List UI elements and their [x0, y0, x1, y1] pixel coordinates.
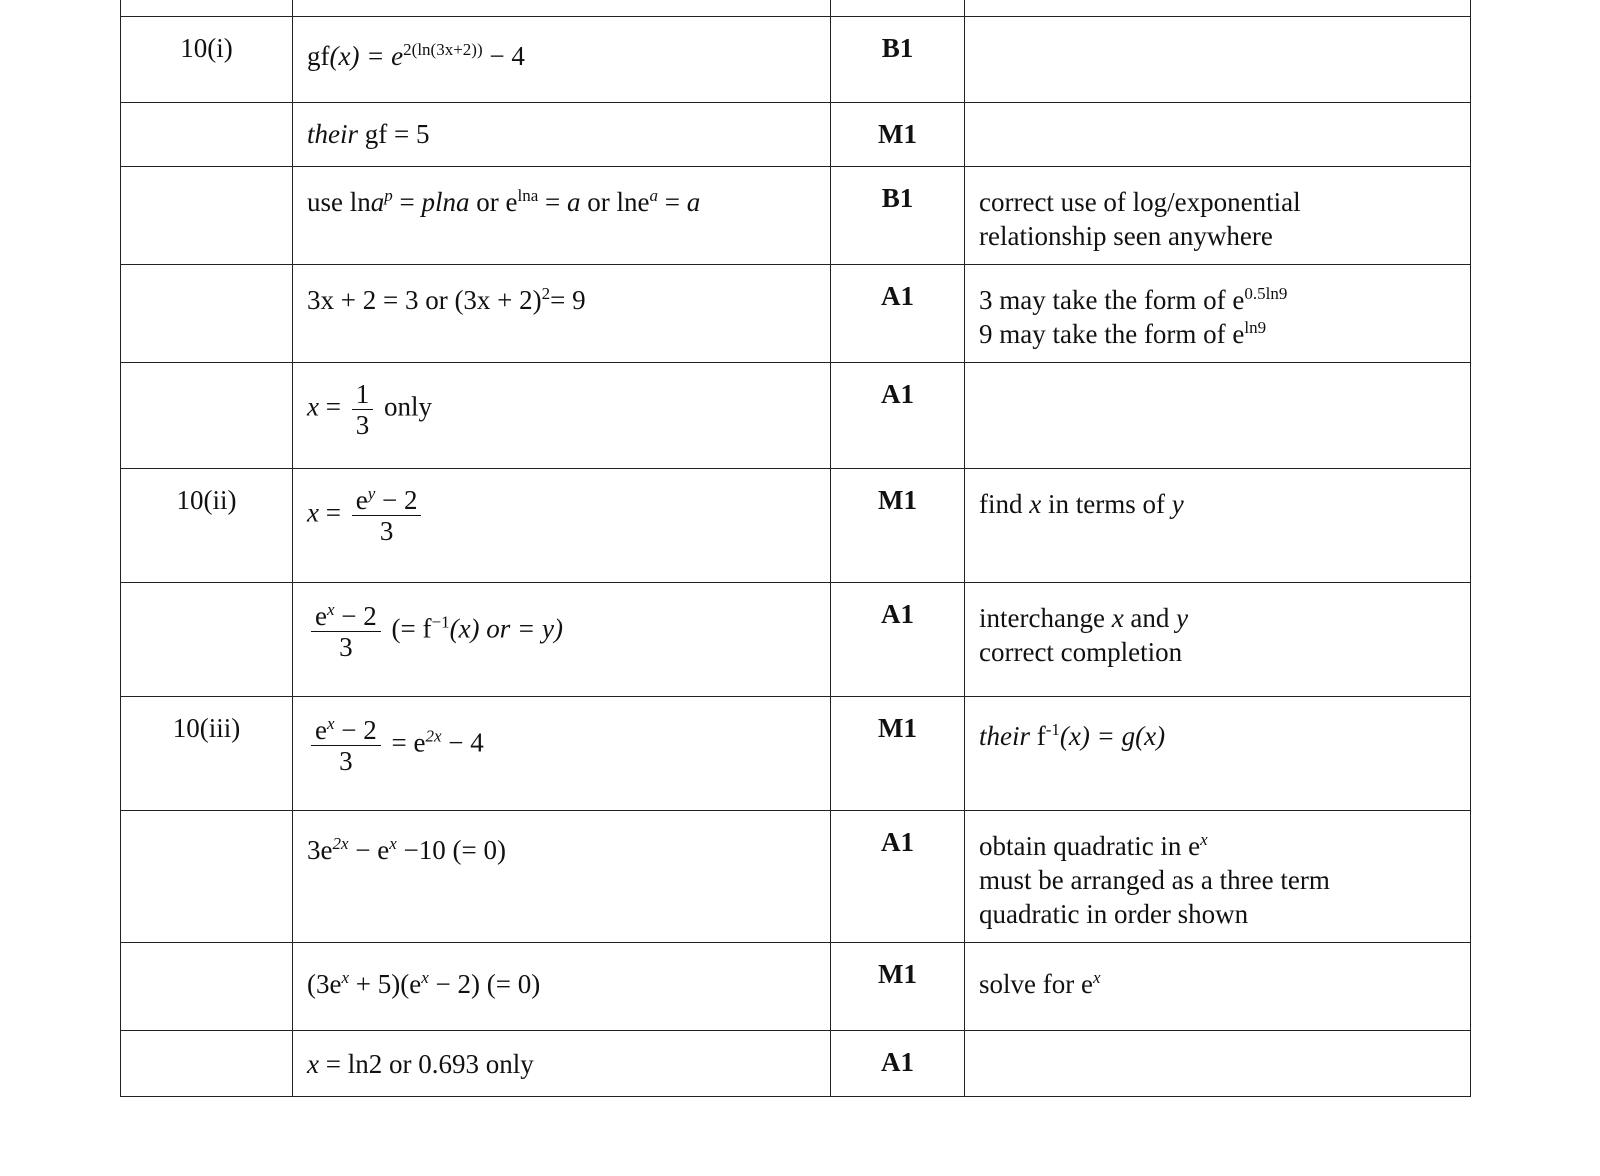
- answer-text: (= f: [391, 613, 432, 644]
- mark-cell: [831, 942, 965, 1030]
- fraction: [311, 601, 381, 662]
- answer-text: =: [538, 186, 567, 217]
- mark-label: A1: [881, 1046, 914, 1077]
- mark-label: A1: [881, 280, 914, 311]
- answer-text: =: [657, 186, 687, 217]
- mark-cell: [831, 16, 965, 102]
- answer-cell: [293, 810, 831, 942]
- answer-superscript: lna: [517, 185, 539, 205]
- table-row: [121, 810, 1471, 942]
- fraction-denominator: 3: [339, 631, 353, 662]
- mark-cell: [831, 468, 965, 582]
- mark-cell: [831, 1030, 965, 1096]
- guidance-text: quadratic in order shown: [979, 898, 1249, 929]
- answer-superscript: y: [367, 483, 376, 503]
- guidance-superscript: x: [1092, 967, 1101, 987]
- answer-text: e: [355, 484, 368, 515]
- answer-text: 3e: [307, 834, 333, 865]
- guidance-cell: [965, 16, 1471, 102]
- mark-label: A1: [881, 826, 914, 857]
- answer-text: lna: [434, 186, 470, 217]
- guidance-line: [979, 283, 1456, 317]
- answer-text: − e: [348, 834, 390, 865]
- answer-text: p: [421, 186, 435, 217]
- answer-cell: [293, 264, 831, 362]
- table-row: [121, 16, 1471, 102]
- guidance-cell: [965, 942, 1471, 1030]
- table-row: [121, 582, 1471, 696]
- question-number: [121, 696, 293, 810]
- mark-cell: [831, 102, 965, 166]
- guidance-text: in terms of: [1041, 488, 1172, 519]
- guidance-cell: [965, 102, 1471, 166]
- fraction-numerator: [311, 715, 381, 746]
- guidance-superscript: ln9: [1244, 317, 1267, 337]
- answer-cell: [293, 362, 831, 468]
- table-row-top: [121, 0, 1471, 16]
- answer-text: x: [307, 497, 319, 528]
- guidance-text: correct completion: [979, 636, 1183, 667]
- answer-text: or e: [469, 186, 518, 217]
- guidance-text: and: [1123, 602, 1177, 633]
- fraction: [352, 485, 422, 546]
- question-number: [121, 468, 293, 582]
- fraction: [311, 715, 381, 776]
- answer-text: or lne: [580, 186, 650, 217]
- answer-text: a: [567, 186, 581, 217]
- answer-text: use ln: [307, 186, 371, 217]
- fraction-denominator: 3: [339, 745, 353, 776]
- answer-text: their: [307, 118, 358, 149]
- answer-text: =: [318, 497, 348, 528]
- guidance-cell: [965, 166, 1471, 264]
- guidance-text: their: [979, 720, 1030, 751]
- answer-text: + 5)(e: [349, 968, 422, 999]
- guidance-text: obtain quadratic in e: [979, 830, 1201, 861]
- table-row: [121, 166, 1471, 264]
- mark-cell: [831, 810, 965, 942]
- answer-superscript: x: [421, 967, 429, 987]
- answer-text: x: [307, 1048, 319, 1079]
- guidance-cell: [965, 1030, 1471, 1096]
- guidance-cell: [965, 696, 1471, 810]
- answer-text: − 2: [334, 600, 377, 631]
- answer-text: e: [315, 600, 327, 631]
- fraction-numerator: [311, 601, 381, 632]
- answer-superscript: 2x: [332, 833, 349, 853]
- guidance-cell: [965, 362, 1471, 468]
- guidance-text: x: [1111, 602, 1124, 633]
- answer-text: a: [370, 186, 385, 217]
- answer-text: x: [307, 391, 319, 422]
- answer-text: − 2) (= 0): [428, 968, 541, 999]
- answer-superscript: 2(ln(3x+2)): [403, 39, 483, 59]
- question-number: [121, 16, 293, 102]
- table-row: [121, 942, 1471, 1030]
- guidance-text: y: [1171, 488, 1184, 519]
- answer-text: =: [318, 391, 348, 422]
- answer-text: 3x + 2 = 3 or (3x + 2): [307, 284, 542, 315]
- guidance-text: y: [1176, 602, 1189, 633]
- guidance-cell: [965, 810, 1471, 942]
- answer-text: = ln2 or 0.693 only: [318, 1048, 534, 1079]
- guidance-text: correct use of log/exponential: [979, 186, 1301, 217]
- mark-cell: [831, 696, 965, 810]
- answer-superscript: x: [389, 833, 397, 853]
- mark-cell: [831, 582, 965, 696]
- answer-text: a: [686, 186, 701, 217]
- fraction-denominator: 3: [355, 409, 370, 440]
- answer-text: − 2: [334, 714, 377, 745]
- answer-text: (x) = e: [329, 40, 404, 71]
- guidance-superscript: x: [1200, 829, 1208, 849]
- answer-cell: [293, 696, 831, 810]
- mark-label: M1: [878, 712, 917, 743]
- guidance-text: solve for e: [979, 968, 1093, 999]
- answer-text: gf: [307, 40, 330, 71]
- guidance-cell: [965, 264, 1471, 362]
- mark-cell: [831, 264, 965, 362]
- answer-text: (3e: [307, 968, 342, 999]
- guidance-line: [979, 601, 1456, 635]
- table-row: [121, 468, 1471, 582]
- answer-superscript: x: [326, 713, 335, 733]
- question-label: 10(i): [180, 32, 233, 63]
- fraction-denominator: 3: [379, 515, 394, 546]
- answer-cell: [293, 102, 831, 166]
- guidance-superscript: 0.5ln9: [1244, 283, 1288, 303]
- mark-label: M1: [878, 484, 917, 515]
- guidance-text: 3 may take the form of e: [979, 284, 1245, 315]
- answer-cell: [293, 942, 831, 1030]
- guidance-text: must be arranged as a three term: [979, 864, 1330, 895]
- mark-label: M1: [878, 958, 917, 989]
- table-row: [121, 362, 1471, 468]
- mark-label: M1: [878, 118, 917, 149]
- answer-superscript: 2x: [425, 726, 442, 746]
- answer-superscript: −1: [431, 612, 450, 632]
- guidance-cell: [965, 468, 1471, 582]
- answer-superscript: x: [341, 967, 350, 987]
- mark-label: A1: [881, 598, 914, 629]
- guidance-line: [979, 317, 1456, 351]
- answer-text: = 9: [550, 284, 586, 315]
- table-row: [121, 264, 1471, 362]
- table-row: [121, 696, 1471, 810]
- answer-cell: [293, 1030, 831, 1096]
- answer-cell: [293, 16, 831, 102]
- answer-superscript: x: [326, 599, 335, 619]
- mark-label: B1: [881, 182, 914, 213]
- answer-superscript: 2: [541, 283, 551, 303]
- answer-superscript: p: [384, 185, 393, 205]
- answer-text: (x) or = y): [449, 613, 563, 644]
- guidance-superscript: -1: [1045, 719, 1060, 739]
- guidance-text: interchange: [979, 602, 1112, 633]
- answer-cell: [293, 582, 831, 696]
- answer-text: only: [377, 391, 432, 422]
- answer-cell: [293, 468, 831, 582]
- answer-text: =: [392, 186, 422, 217]
- question-label: 10(ii): [176, 484, 237, 515]
- answer-text: − 4: [482, 40, 525, 71]
- answer-text: − 4: [441, 727, 484, 758]
- guidance-text: 9 may take the form of e: [979, 318, 1245, 349]
- guidance-text: relationship seen anywhere: [979, 220, 1273, 251]
- answer-text: − 2: [375, 484, 418, 515]
- answer-text: e: [315, 714, 327, 745]
- guidance-text: find: [979, 488, 1030, 519]
- mark-cell: [831, 166, 965, 264]
- mark-cell: [831, 362, 965, 468]
- question-label: 10(iii): [172, 712, 241, 743]
- fraction: [352, 379, 374, 440]
- guidance-cell: [965, 582, 1471, 696]
- guidance-text: x: [1029, 488, 1042, 519]
- answer-superscript: a: [649, 185, 658, 205]
- guidance-line: [979, 829, 1456, 863]
- fraction-numerator: [352, 485, 422, 516]
- guidance-text: f: [1030, 720, 1046, 751]
- mark-scheme-table: [120, 0, 1471, 1097]
- mark-label: B1: [881, 32, 914, 63]
- answer-cell: [293, 166, 831, 264]
- answer-text: gf = 5: [358, 118, 430, 149]
- guidance-text: (x) = g(x): [1059, 720, 1166, 751]
- mark-label: A1: [881, 378, 914, 409]
- answer-text: −10 (= 0): [396, 834, 506, 865]
- fraction-numerator: 1: [352, 379, 374, 410]
- table-row: [121, 1030, 1471, 1096]
- answer-text: = e: [384, 727, 426, 758]
- table-row: [121, 102, 1471, 166]
